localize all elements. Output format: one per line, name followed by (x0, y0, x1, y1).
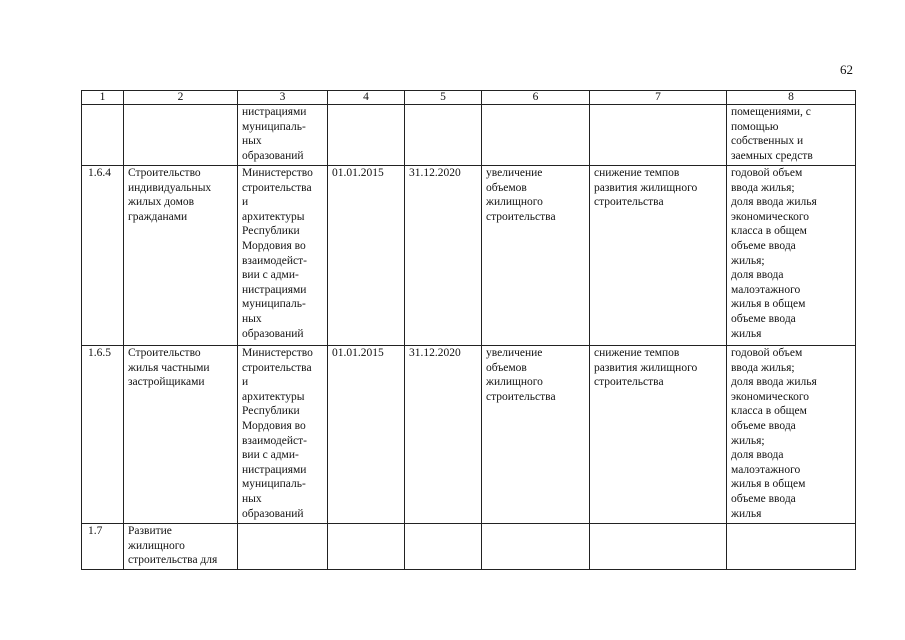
expected-result: увеличение объемов жилищного строительства (482, 166, 590, 346)
header-cell: 4 (328, 91, 405, 105)
header-cell: 7 (590, 91, 727, 105)
measure-name: Строительство индивидуальных жилых домов гражданами (124, 166, 238, 346)
consequence (590, 524, 727, 570)
end-date (405, 105, 482, 166)
header-cell: 1 (82, 91, 124, 105)
executor: Министерство строительства и архитектуры Республики Мордовия во взаимодейст- вии с адми- нистрациями муниципаль- ных образований (238, 346, 328, 524)
indicator (727, 524, 856, 570)
header-cell: 5 (405, 91, 482, 105)
expected-result (482, 524, 590, 570)
end-date (405, 524, 482, 570)
table-header-row (82, 91, 856, 105)
measure-name (124, 105, 238, 166)
row-number: 1.6.4 (82, 166, 124, 346)
start-date (328, 524, 405, 570)
header-cell: 6 (482, 91, 590, 105)
consequence: снижение темпов развития жилищного строительства (590, 346, 727, 524)
indicator: годовой объем ввода жилья; доля ввода жилья экономического класса в общем объеме ввода жилья; доля ввода малоэтажного жилья в общем объеме ввода жилья (727, 166, 856, 346)
indicator: помещениями, с помощью собственных и заемных средств (727, 105, 856, 166)
end-date: 31.12.2020 (405, 346, 482, 524)
table-row (82, 346, 856, 524)
table-row (82, 166, 856, 346)
header-cell: 2 (124, 91, 238, 105)
end-date: 31.12.2020 (405, 166, 482, 346)
expected-result: увеличение объемов жилищного строительства (482, 346, 590, 524)
start-date: 01.01.2015 (328, 166, 405, 346)
measure-name: Строительство жилья частными застройщиками (124, 346, 238, 524)
row-number: 1.6.5 (82, 346, 124, 524)
table-row (82, 524, 856, 570)
header-cell: 8 (727, 91, 856, 105)
executor: Министерство строительства и архитектуры Республики Мордовия во взаимодейст- вии с адми- нистрациями муниципаль- ных образований (238, 166, 328, 346)
row-number (82, 105, 124, 166)
start-date (328, 105, 405, 166)
measure-name: Развитие жилищного строительства для (124, 524, 238, 570)
row-number: 1.7 (82, 524, 124, 570)
expected-result (482, 105, 590, 166)
executor (238, 524, 328, 570)
executor: нистрациями муниципаль- ных образований (238, 105, 328, 166)
consequence (590, 105, 727, 166)
table-row (82, 105, 856, 166)
measures-table (81, 90, 856, 570)
page-number: 62 (840, 62, 853, 77)
consequence: снижение темпов развития жилищного строительства (590, 166, 727, 346)
start-date: 01.01.2015 (328, 346, 405, 524)
indicator: годовой объем ввода жилья; доля ввода жилья экономического класса в общем объеме ввода жилья; доля ввода малоэтажного жилья в общем объеме ввода жилья (727, 346, 856, 524)
header-cell: 3 (238, 91, 328, 105)
